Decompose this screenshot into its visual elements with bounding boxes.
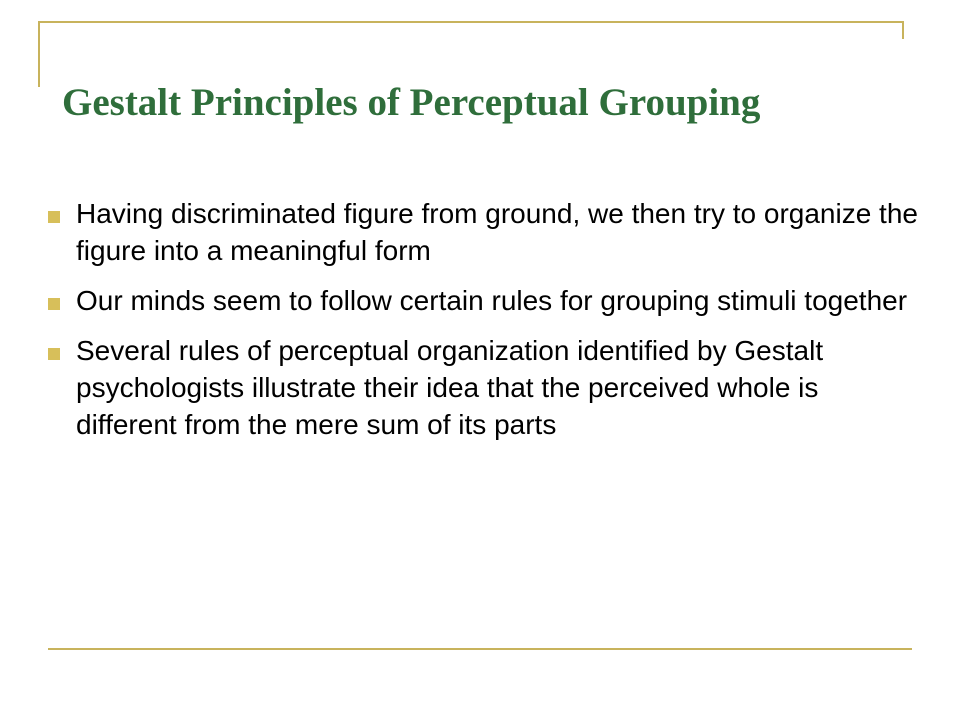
right-border-tick — [902, 21, 904, 39]
square-bullet-icon — [48, 298, 60, 310]
bullet-list — [40, 195, 920, 456]
bullet-item — [40, 195, 920, 269]
square-bullet-icon — [48, 211, 60, 223]
bullet-text: Our minds seem to follow certain rules for grouping stimuli together — [76, 285, 908, 316]
square-bullet-icon — [48, 348, 60, 360]
bullet-text: Having discriminated figure from ground, we then try to organize the figure into a meaningful form — [76, 198, 918, 266]
top-border-rule — [38, 21, 904, 23]
bullet-item — [40, 282, 920, 319]
left-border-rule — [38, 21, 40, 87]
bottom-border-rule — [48, 648, 912, 650]
bullet-text: Several rules of perceptual organization identified by Gestalt psychologists illustrate their idea that the perceived whole is different from the mere sum of its parts — [76, 335, 824, 440]
bullet-item — [40, 332, 920, 443]
slide-title: Gestalt Principles of Perceptual Grouping — [62, 81, 761, 124]
